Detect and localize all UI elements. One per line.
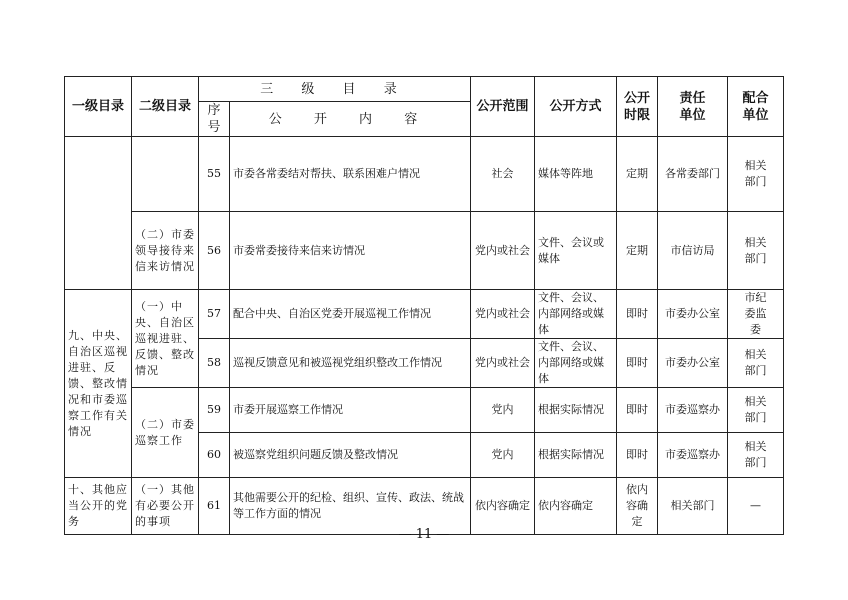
row-method: 媒体等阵地 [535,137,617,212]
row-cooperating: 相关部门 [728,339,784,388]
header-responsible: 责任 单位 [658,77,728,137]
row-seq: 59 [199,388,230,433]
row-seq: 61 [199,478,230,535]
row-content: 被巡察党组织问题反馈及整改情况 [230,433,471,478]
table-row [65,388,784,433]
row-cooperating: 相关部门 [728,137,784,212]
row-time: 定期 [617,137,658,212]
header-cooperating: 配合 单位 [728,77,784,137]
row-scope: 党内 [471,388,535,433]
header-level2: 二级目录 [132,77,199,137]
subsection-other: （一）其他有必要公开的事项 [132,478,199,535]
row-cooperating: — [728,478,784,535]
table-row [65,290,784,339]
row-seq: 60 [199,433,230,478]
table-row [65,212,784,290]
header-method: 公开方式 [535,77,617,137]
empty-level1-cell [65,137,132,290]
row-method: 根据实际情况 [535,388,617,433]
row-method: 文件、会议、内部网络或媒体 [535,290,617,339]
row-method: 文件、会议或媒体 [535,212,617,290]
page-number: — 11 — [398,527,450,542]
row-responsible: 市委办公室 [658,339,728,388]
row-responsible: 相关部门 [658,478,728,535]
row-responsible: 市委办公室 [658,290,728,339]
row-method: 依内容确定 [535,478,617,535]
row-seq: 57 [199,290,230,339]
section-9: 九、中央、自治区巡视进驻、反馈、整改情况和市委巡察工作有关情况 [65,290,132,478]
row-cooperating: 相关部门 [728,212,784,290]
header-seq: 序号 [199,102,230,137]
row-content: 市委各常委结对帮扶、联系困难户情况 [230,137,471,212]
disclosure-catalog-table [64,76,784,535]
row-scope: 党内或社会 [471,290,535,339]
row-responsible: 市信访局 [658,212,728,290]
empty-level2-cell [132,137,199,212]
row-time: 即时 [617,433,658,478]
row-responsible: 市委巡察办 [658,433,728,478]
header-scope: 公开范围 [471,77,535,137]
row-time: 定期 [617,212,658,290]
row-seq: 55 [199,137,230,212]
subsection-central-inspection: （一）中央、自治区巡视进驻、反馈、整改情况 [132,290,199,388]
row-seq: 56 [199,212,230,290]
row-cooperating: 相关部门 [728,388,784,433]
section-10: 十、其他应当公开的党务 [65,478,132,535]
row-responsible: 市委巡察办 [658,388,728,433]
row-time: 即时 [617,339,658,388]
row-method: 文件、会议、内部网络或媒体 [535,339,617,388]
row-time: 即时 [617,388,658,433]
subsection-visits: （二）市委领导接待来信来访情况 [132,212,199,290]
row-scope: 党内或社会 [471,212,535,290]
row-time: 依内容确定 [617,478,658,535]
row-cooperating: 相关部门 [728,433,784,478]
row-content: 市委常委接待来信来访情况 [230,212,471,290]
row-cooperating: 市纪委监委 [728,290,784,339]
header-row-1 [65,77,784,102]
row-scope: 依内容确定 [471,478,535,535]
row-content: 其他需要公开的纪检、组织、宣传、政法、统战等工作方面的情况 [230,478,471,535]
header-level1: 一级目录 [65,77,132,137]
header-content: 公 开 内 容 [230,102,471,137]
row-scope: 社会 [471,137,535,212]
row-seq: 58 [199,339,230,388]
row-method: 根据实际情况 [535,433,617,478]
row-time: 即时 [617,290,658,339]
table-row [65,478,784,535]
header-level3: 三 级 目 录 [199,77,471,102]
row-content: 巡视反馈意见和被巡视党组织整改工作情况 [230,339,471,388]
header-time-limit: 公开 时限 [617,77,658,137]
row-content: 配合中央、自治区党委开展巡视工作情况 [230,290,471,339]
row-scope: 党内 [471,433,535,478]
row-responsible: 各常委部门 [658,137,728,212]
subsection-city-inspection: （二）市委巡察工作 [132,388,199,478]
row-scope: 党内或社会 [471,339,535,388]
row-content: 市委开展巡察工作情况 [230,388,471,433]
table-row [65,137,784,212]
